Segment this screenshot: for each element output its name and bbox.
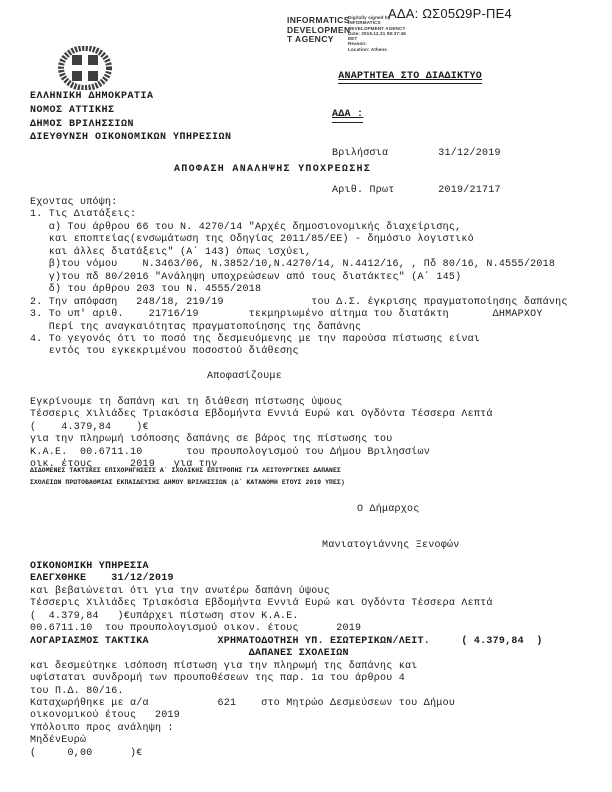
greek-national-emblem-icon — [58, 46, 112, 90]
stamp-agency-line: DEVELOPMEN — [287, 24, 351, 35]
protocol-number-line: Αριθ. Πρωτ 2019/21717 — [332, 184, 501, 196]
protocol-block — [332, 46, 501, 222]
finance-line: 00.6711.10 του προυπολογισμού οικον. έτους 2019 — [30, 623, 362, 635]
finance-line: Υπόλοιπο προς ανάληψη : — [30, 722, 174, 734]
having-regard-line: α) Του άρθρου 66 του Ν. 4270/14 "Αρχές δημοσιονομικής διαχείρισης, — [30, 221, 462, 233]
expense-description-line: ΔΙΔΟΜΕΝΕΣ ΤΑΚΤΙΚΕΣ ΕΠΙΧΟΡΗΓΗΣΕΙΣ Α΄ ΣΧΟΛΙΚΗΣ ΕΠΙΤΡΟΠΗΣ ΓΙΑ ΛΕΙΤΟΥΡΓΙΚΕΣ ΔΑΠΑΝΕΣ — [30, 467, 341, 474]
having-regard-line: 3. Το υπ' αριθ. 21716/19 τεκμηριωμένο αίτημα του διατάκτη ΔΗΜΑΡΧΟΥ — [30, 309, 543, 321]
having-regard-line: δ) του άρθρου 203 του Ν. 4555/2018 — [30, 284, 262, 296]
having-regard-line: και εποπτείας(ενσωμάτωση της Οδηγίας 2011/85/ΕΕ) - δημόσιο λογιστικό — [30, 234, 474, 246]
digital-signature-agency-stamp — [287, 16, 351, 45]
decision-line: Εγκρίνουμε τη δαπάνη και τη διάθεση πίστωσης ύψους — [30, 397, 343, 408]
letterhead-line: ΝΟΜΟΣ ΑΤΤΙΚΗΣ — [30, 104, 115, 116]
letterhead — [30, 90, 232, 145]
anartitea-label: ΑΝΑΡΤΗΤΕΑ ΣΤΟ ΔΙΑΔΙΚΤΥΟ — [338, 71, 482, 84]
signature-detail-line: Digitally signed by — [348, 15, 391, 20]
document-title: ΑΠΟΦΑΣΗ ΑΝΑΛΗΨΗΣ ΥΠΟΧΡΕΩΣΗΣ — [174, 164, 372, 175]
finance-service-section — [30, 561, 543, 760]
decision-line: ( 4.379,84 )€ — [30, 421, 149, 433]
decision-line: για την πληρωμή ισόποσης δαπάνης σε βάρος της πίστωσης του — [30, 434, 393, 446]
signature-detail-line: Location: Athens — [348, 46, 387, 52]
ada-label: ΑΔΑ : — [332, 109, 363, 122]
finance-line: Καταχωρήθηκε με α/α 621 στο Μητρώο Δεσμεύσεων του Δήμου — [30, 697, 456, 709]
finance-line: και βεβαιώνεται ότι για την ανωτέρω δαπάνη ύψους — [30, 585, 331, 597]
decision-line: οικ. έτους 2019 για την — [30, 459, 218, 471]
decision-line: Κ.Α.Ε. 00.6711.10 του προυπολογισμού του Δήμου Βριλησσίων — [30, 446, 431, 458]
having-regard-line: β)του νόμου Ν.3463/06, Ν.3852/10,Ν.4270/14, Ν.4412/16, , Πδ 80/16, Ν.4555/2018 — [30, 259, 556, 271]
finance-line: υφίσταται συνδρομή των προυποθέσεων της παρ. 1α του άρθρου 4 — [30, 673, 406, 685]
signature-detail-line: Reason: — [348, 41, 367, 47]
finance-line: ΔΑΠΑΝΕΣ ΣΧΟΛΕΙΩΝ — [30, 648, 349, 660]
ada-code-header: ΑΔΑ: ΩΣ05Ω9Ρ-ΠΕ4 — [388, 6, 512, 21]
signature-detail-line: INFORMATICS — [348, 20, 381, 26]
finance-line: ΕΛΕΓΧΘΗΚΕ 31/12/2019 — [30, 573, 174, 585]
anartitea-line — [332, 71, 501, 84]
ada-line — [332, 109, 501, 122]
having-regard-line: γ)του πδ 80/2016 "Ανάληψη υποχρεώσεων από τους διατάκτες" (Α΄ 145) — [30, 271, 462, 283]
finance-line: ΟΙΚΟΝΟΜΙΚΗ ΥΠΗΡΕΣΙΑ — [30, 561, 149, 572]
letterhead-line: ΔΗΜΟΣ ΒΡΙΛΗΣΣΙΩΝ — [30, 118, 135, 130]
letterhead-line: ΕΛΛΗΝΙΚΗ ΔΗΜΟΚΡΑΤΙΑ — [30, 91, 154, 102]
finance-line: ( 4.379,84 )€υπάρχει πίστωση στον Κ.Α.Ε. — [30, 610, 299, 622]
having-regard-line: και άλλες διατάξεις" (Α΄ 143) όπως ισχύει, — [30, 246, 312, 258]
finance-line: ( 0,00 )€ — [30, 747, 143, 759]
mayor-name: Μανιατογιάννης Ξενοφών — [322, 540, 460, 551]
finance-line: του Π.Δ. 80/16. — [30, 685, 124, 697]
having-regard-line: εντός του εγκεκριμένου ποσοστού διάθεσης — [30, 346, 299, 358]
decision-section — [30, 397, 493, 472]
stamp-agency-line: T AGENCY — [287, 34, 334, 44]
finance-line: και δεσμεύτηκε ισόποση πίστωση για την πληρωμή της δαπάνης και — [30, 660, 418, 672]
finance-line: ΜηδένΕυρώ — [30, 735, 87, 747]
decision-line: Τέσσερις Χιλιάδες Τριακόσια Εβδομήντα Εννιά Ευρώ και Ογδόντα Τέσσερα Λεπτά — [30, 409, 493, 421]
finance-line: Τέσσερις Χιλιάδες Τριακόσια Εβδομήντα Εννιά Ευρώ και Ογδόντα Τέσσερα Λεπτά — [30, 598, 493, 610]
having-regard-section — [30, 197, 568, 359]
place-date-line: Βριλήσσια 31/12/2019 — [332, 147, 501, 159]
having-regard-line: 4. Το γεγονός ότι το ποσό της δεσμευόμενης με την παρούσα πίστωσης είναι — [30, 333, 481, 345]
expense-description — [30, 465, 345, 490]
having-regard-line: 2. Την απόφαση 248/18, 219/19 του Δ.Σ. έγκρισης πραγματοποίησης δαπάνης — [30, 296, 568, 308]
signature-detail-line: DEVELOPMENT AGENCY — [348, 25, 406, 31]
having-regard-line: 1. Τις Διατάξεις: — [30, 209, 137, 221]
signature-detail-line: Date: 2019.12.31 08:37:46 — [348, 30, 406, 36]
having-regard-line: Εχοντας υπόψη: — [30, 197, 118, 208]
signature-detail-line: EET — [348, 36, 358, 42]
mayor-role-label: Ο Δήμαρχος — [357, 504, 420, 515]
letterhead-line: ΔΙΕΥΘΥΝΣΗ ΟΙΚΟΝΟΜΙΚΩΝ ΥΠΗΡΕΣΙΩΝ — [30, 132, 232, 144]
having-regard-line: Περί της αναγκαιότητας πραγματοποίησης της δαπάνης — [30, 321, 362, 333]
decision-heading: Αποφασίζουμε — [207, 371, 283, 382]
finance-line: ΛΟΓΑΡΙΑΣΜΟΣ ΤΑΚΤΙΚΑ ΧΡΗΜΑΤΟΔΟΤΗΣΗ ΥΠ. ΕΣΩΤΕΡΙΚΩΝ/ΛΕΙΤ. ( 4.379,84 ) — [30, 635, 543, 647]
stamp-agency-line: INFORMATICS — [287, 15, 350, 25]
expense-description-line: ΣΧΟΛΕΙΩΝ ΠΡΩΤΟΒΑΘΜΙΑΣ ΕΚΠΑΙΔΕΥΣΗΣ ΔΗΜΟΥ ΒΡΙΛΗΣΣΙΩΝ (Δ΄ ΚΑΤΑΝΟΜΗ ΕΤΟΥΣ 2019 ΥΠΕΣ) — [30, 479, 345, 487]
finance-line: οικονομικού έτους 2019 — [30, 710, 181, 722]
